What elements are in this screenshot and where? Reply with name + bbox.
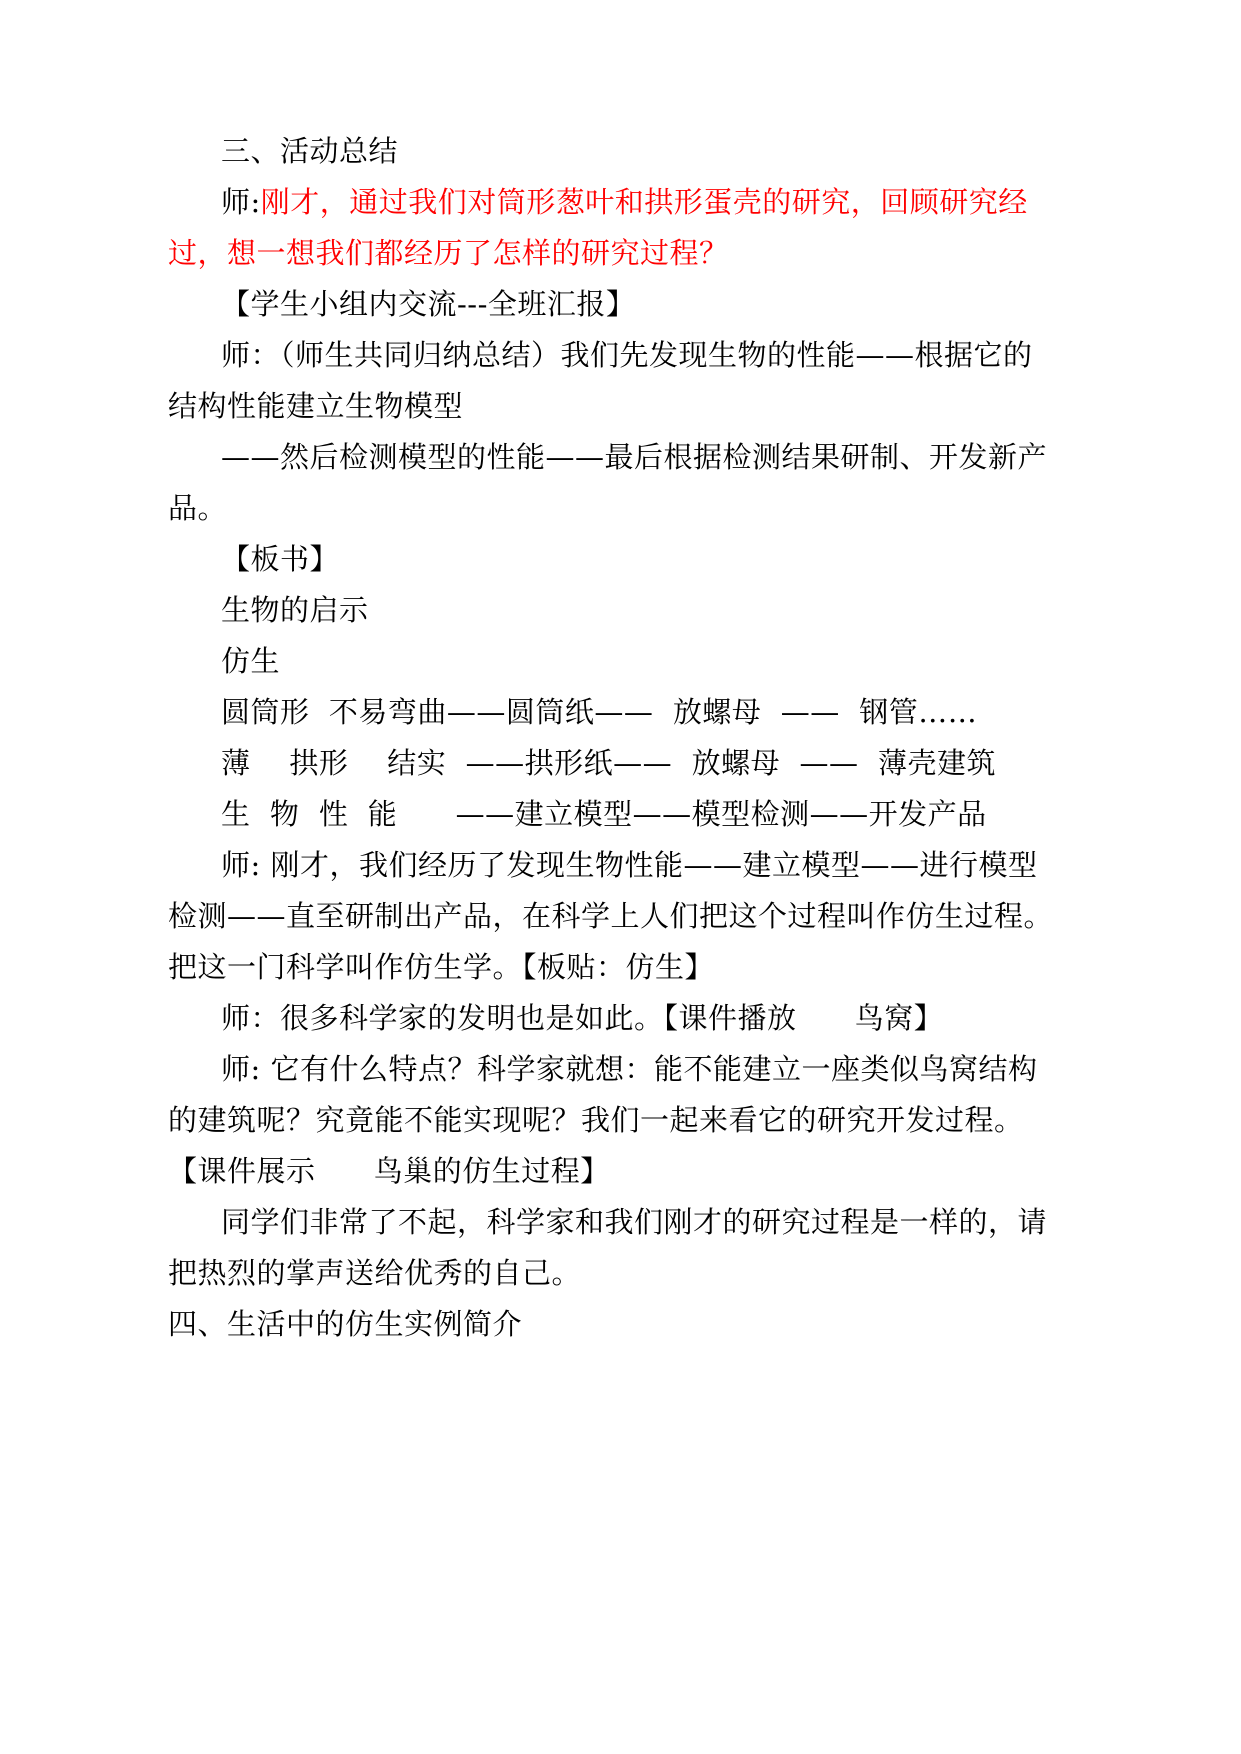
bionics-line-1: 师: 刚才，我们经历了发现生物性能——建立模型——进行模型 bbox=[221, 848, 1038, 882]
board-row-summary: 生 物 性 能 ——建立模型——模型检测——开发产品 bbox=[221, 797, 987, 831]
board-label: 【板书】 bbox=[221, 542, 340, 576]
section4-heading: 四、生活中的仿生实例简介 bbox=[168, 1307, 523, 1341]
courseware-play-note: 师：很多科学家的发明也是如此。【课件播放 鸟窝】 bbox=[221, 1001, 944, 1035]
board-row-cylinder: 圆筒形 不易弯曲——圆筒纸—— 放螺母 —— 钢管…… bbox=[221, 695, 978, 729]
section3-heading: 三、活动总结 bbox=[221, 134, 399, 168]
process-line-2: 品。 bbox=[168, 491, 228, 525]
process-line-1: ——然后检测模型的性能——最后根据检测结果研制、开发新产 bbox=[221, 440, 1048, 474]
red-question-text: 刚才，通过我们对筒形葱叶和拱形蛋壳的研究，回顾研究经 bbox=[260, 185, 1028, 219]
group-exchange-note: 【学生小组内交流---全班汇报】 bbox=[221, 287, 636, 321]
board-subtitle: 仿生 bbox=[221, 644, 281, 678]
summary-line-1: 师：（师生共同归纳总结）我们先发现生物的性能——根据它的 bbox=[221, 338, 1033, 372]
birdnest-line-2: 的建筑呢？究竟能不能实现呢？我们一起来看它的研究开发过程。 bbox=[168, 1103, 1024, 1137]
praise-line-1: 同学们非常了不起，科学家和我们刚才的研究过程是一样的，请 bbox=[221, 1205, 1048, 1239]
birdnest-line-1: 师: 它有什么特点？科学家就想：能不能建立一座类似鸟窝结构 bbox=[221, 1052, 1038, 1086]
birdnest-line-3: 【课件展示 鸟巢的仿生过程】 bbox=[168, 1154, 610, 1188]
summary-line-2: 结构性能建立生物模型 bbox=[168, 389, 464, 423]
teacher-question-line-2: 过，想一想我们都经历了怎样的研究过程？ bbox=[168, 236, 729, 270]
board-row-arch: 薄 拱形 结实 ——拱形纸—— 放螺母 —— 薄壳建筑 bbox=[221, 746, 996, 780]
bionics-line-2: 检测——直至研制出产品，在科学上人们把这个过程叫作仿生过程。 bbox=[168, 899, 1054, 933]
bionics-line-3: 把这一门科学叫作仿生学。【板贴：仿生】 bbox=[168, 950, 715, 984]
board-title: 生物的启示 bbox=[221, 593, 369, 627]
teacher-question-line-1 bbox=[221, 182, 1028, 222]
speaker-label: 师: bbox=[221, 185, 261, 219]
praise-line-2: 把热烈的掌声送给优秀的自己。 bbox=[168, 1256, 582, 1290]
